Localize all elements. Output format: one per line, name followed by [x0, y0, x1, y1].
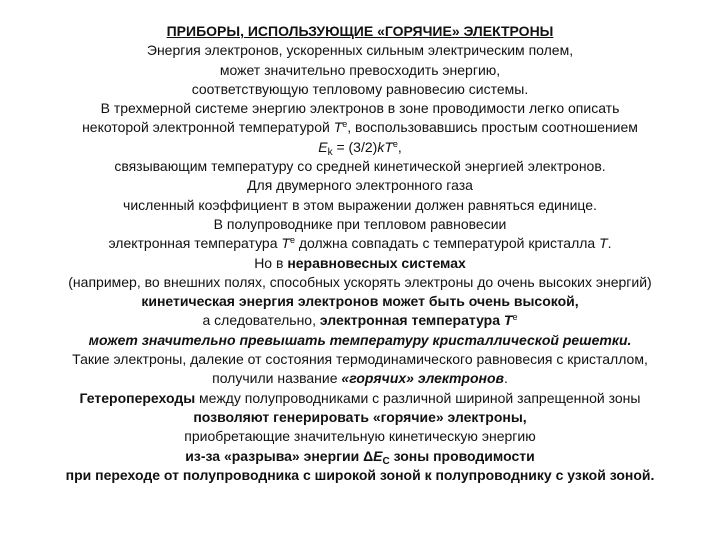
text-fragment: некоторой электронной температурой: [82, 119, 334, 136]
symbol-energy: E: [318, 138, 328, 155]
formula-fragment: ,: [397, 138, 402, 155]
emphasis: [185, 447, 535, 467]
slide-title: ПРИБОРЫ, ИСПОЛЬЗУЮЩИЕ «ГОРЯЧИЕ» ЭЛЕКТРОНЫ: [166, 23, 554, 39]
slide-text-block: [0, 22, 720, 485]
text-line-4: В трехмерной системе энергию электронов в зоне проводимости легко описать: [100, 100, 620, 117]
formula-fragment: = (3/2): [332, 138, 378, 155]
superscript: e: [512, 312, 518, 323]
formula-energy: [0, 138, 720, 157]
text-line-3: соответствующую тепловому равновесию системы.: [191, 80, 529, 97]
superscript: e: [342, 119, 348, 130]
text-line-10: В полупроводнике при тепловом равновесии: [213, 215, 507, 232]
text-line-22: [0, 447, 720, 466]
text-line-16: [0, 331, 720, 350]
emphasis: кинетическая энергия электронов может быть очень высокой,: [141, 293, 579, 310]
text-fragment: .: [504, 370, 508, 387]
symbol-electron-temperature: T: [333, 119, 343, 136]
text-line-18: [0, 369, 720, 388]
superscript: e: [289, 235, 295, 246]
text-line-14: [0, 292, 720, 311]
symbol-kt: kT: [377, 138, 393, 155]
emphasis: неравновесных системах: [287, 254, 466, 271]
emphasis: при переходе от полупроводника с широкой зоной к полупроводнику с узкой зоной.: [65, 466, 655, 483]
text-fragment: .: [607, 235, 612, 252]
text-fragment: из-за «разрыва» энергии Δ: [185, 447, 374, 464]
text-line-19: [0, 389, 720, 408]
emphasis: позволяют генерировать «горячие» электроны,: [193, 408, 527, 425]
superscript: e: [392, 138, 398, 149]
text-line-17: Такие электроны, далекие от состояния термодинамического равновесия с кристаллом,: [72, 351, 648, 368]
text-line-1: Энергия электронов, ускоренных сильным электрическим полем,: [146, 42, 574, 59]
subscript: C: [382, 455, 390, 467]
text-line-21: приобретающие значительную кинетическую энергию: [184, 428, 536, 445]
text-line-5: [0, 118, 720, 137]
text-fragment: зоны проводимости: [389, 447, 535, 464]
text-line-9: численный коэффициент в этом выражении должен равняться единице.: [123, 196, 597, 213]
text-fragment: между полупроводниками с различной шириной запрещенной зоны: [195, 389, 641, 406]
text-fragment: а следовательно,: [202, 312, 320, 329]
text-line-13: (например, во внешних полях, способных ускорять электроны до очень высоких энергий): [68, 273, 652, 290]
emphasis: электронная температура: [319, 312, 504, 329]
text-line-15: [0, 311, 720, 330]
text-fragment: электронная температура: [108, 235, 282, 252]
emphasis: может значительно превышать температуру кристаллической решетки.: [88, 331, 632, 348]
text-line-20: [0, 408, 720, 427]
symbol-electron-temperature: T: [281, 235, 290, 252]
text-line-23: [0, 466, 720, 485]
text-fragment: должна совпадать с температурой кристалла: [294, 235, 600, 252]
symbol-energy: E: [373, 447, 383, 464]
text-line-2: может значительно превосходить энергию,: [219, 61, 501, 78]
text-fragment: , воспользовавшись простым соотношением: [347, 119, 638, 136]
symbol-electron-temperature: T: [503, 312, 513, 329]
text-fragment: Но в: [254, 254, 288, 271]
symbol-crystal-temperature: T: [599, 235, 608, 252]
text-line-12: [0, 254, 720, 273]
text-line-7: связывающим температуру со средней кинетической энергией электронов.: [114, 158, 606, 175]
text-fragment: получили название: [212, 370, 342, 387]
text-line-11: [0, 234, 720, 253]
text-line-8: Для двумерного электронного газа: [247, 177, 473, 194]
term-heterojunctions: Гетеропереходы: [79, 389, 196, 406]
subscript: k: [327, 146, 333, 158]
term-hot-electrons: «горячих» электронов: [341, 370, 504, 387]
